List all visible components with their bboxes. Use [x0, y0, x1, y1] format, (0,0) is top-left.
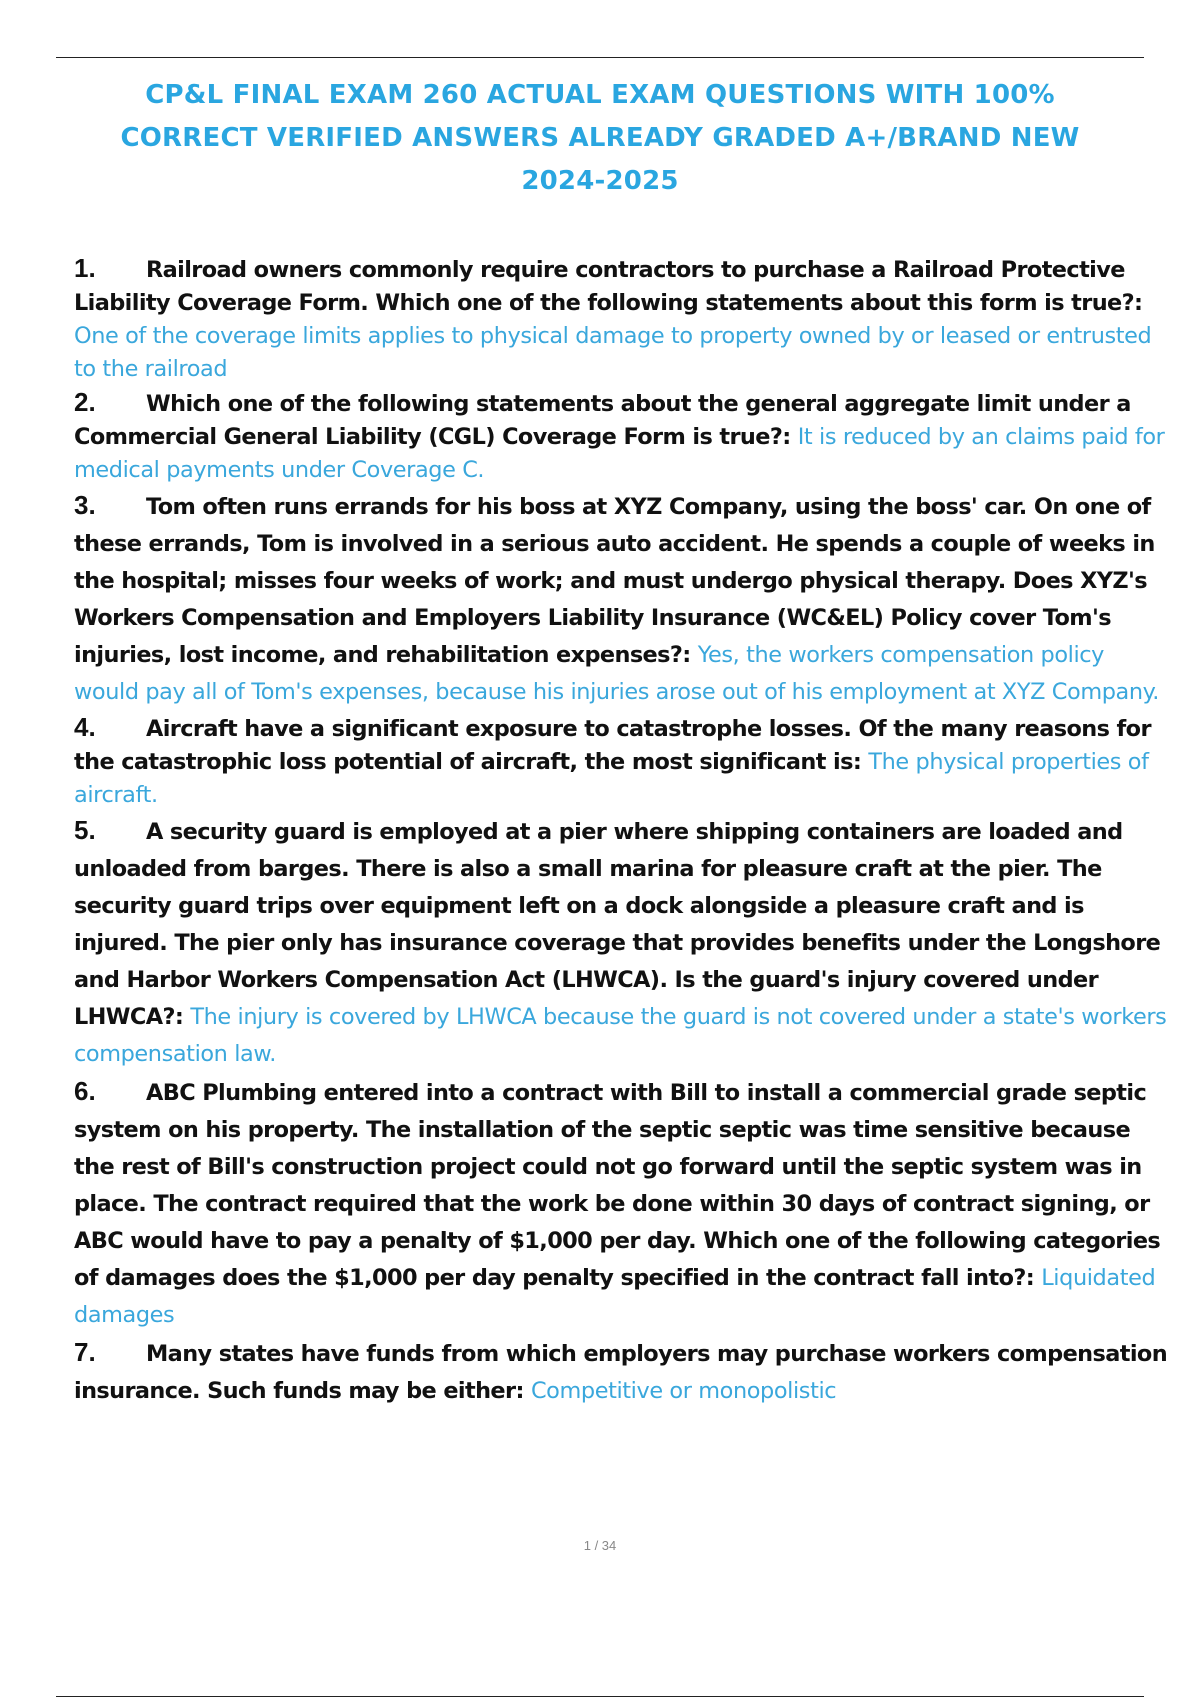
- question-item-3: [74, 487, 1168, 711]
- question-text: Which one of the following statements about the general aggregate limit under a Commercial General Liability (CGL) Coverage Form is true?:: [74, 391, 1131, 450]
- question-answer: Liquidated damages: [74, 1265, 1156, 1328]
- question-text: A security guard is employed at a pier where shipping containers are loaded and unloaded from barges. There is also a small marina for pleasure craft at the pier. The security guard trips over equipment left on a dock alongside a pleasure craft and is injured. The pier only has insurance coverage that provides benefits under the Longshore and Harbor Workers Compensation Act (LHWCA). Is the guard's injury covered under LHWCA?:: [74, 819, 1161, 1030]
- question-number: 6.: [74, 1076, 96, 1106]
- question-text: Aircraft have a significant exposure to catastrophe losses. Of the many reasons for the catastrophic loss potential of aircraft, the most significant is:: [74, 716, 1151, 775]
- question-number: 1.: [74, 253, 96, 283]
- top-rule: [56, 57, 1144, 58]
- question-text: ABC Plumbing entered into a contract with Bill to install a commercial grade septic system on his property. The installation of the septic septic was time sensitive because the rest of Bill's construction project could not go forward until the septic system was in place. The contract required that the work be done within 30 days of contract signing, or ABC would have to pay a penalty of $1,000 per day. Which one of the following categories of damages does the $1,000 per day penalty specified in the contract fall into?:: [74, 1080, 1161, 1291]
- question-answer: The physical properties of aircraft.: [74, 749, 1149, 808]
- question-text: Tom often runs errands for his boss at XYZ Company, using the boss' car. On one of these errands, Tom is involved in a serious auto accident. He spends a couple of weeks in the hospital; misses four weeks of work; and must undergo physical therapy. Does XYZ's Workers Compensation and Employers Liability Insurance (WC&EL) Policy cover Tom's injuries, lost income, and rehabilitation expenses?:: [74, 494, 1155, 668]
- title-line-3: 2024-2025: [521, 166, 679, 196]
- question-text: Railroad owners commonly require contractors to purchase a Railroad Protective Liability Coverage Form. Which one of the following statements about this form is true?:: [74, 257, 1143, 316]
- question-answer: The injury is covered by LHWCA because the guard is not covered under a state's workers compensation law.: [74, 1004, 1167, 1067]
- question-item-2: [74, 386, 1168, 487]
- question-item-4: [74, 711, 1168, 812]
- question-item-7: [74, 1334, 1168, 1410]
- question-number: 2.: [74, 387, 96, 417]
- document-title: [80, 74, 1120, 203]
- title-line-2: CORRECT VERIFIED ANSWERS ALREADY GRADED A+/BRAND NEW: [120, 123, 1080, 153]
- question-number: 3.: [74, 490, 96, 520]
- question-text: Many states have funds from which employers may purchase workers compensation insurance. Such funds may be either:: [74, 1341, 1168, 1404]
- question-item-1: [74, 252, 1168, 386]
- question-answer: It is reduced by an claims paid for medical payments under Coverage C.: [74, 424, 1165, 483]
- question-item-6: [74, 1073, 1168, 1334]
- question-answer: Yes, the workers compensation policy would pay all of Tom's expenses, because his injuries arose out of his employment at XYZ Company.: [74, 642, 1160, 705]
- question-number: 7.: [74, 1337, 96, 1367]
- question-number: 4.: [74, 712, 96, 742]
- question-item-5: [74, 812, 1168, 1073]
- question-answer: One of the coverage limits applies to physical damage to property owned by or leased or entrusted to the railroad: [74, 323, 1152, 382]
- question-answer: Competitive or monopolistic: [530, 1378, 837, 1404]
- question-number: 5.: [74, 815, 96, 845]
- title-line-1: CP&L FINAL EXAM 260 ACTUAL EXAM QUESTIONS WITH 100%: [145, 80, 1055, 110]
- bottom-rule: [56, 1696, 1144, 1697]
- page-indicator: 1 / 34: [583, 1538, 617, 1553]
- question-list: [74, 252, 1168, 1410]
